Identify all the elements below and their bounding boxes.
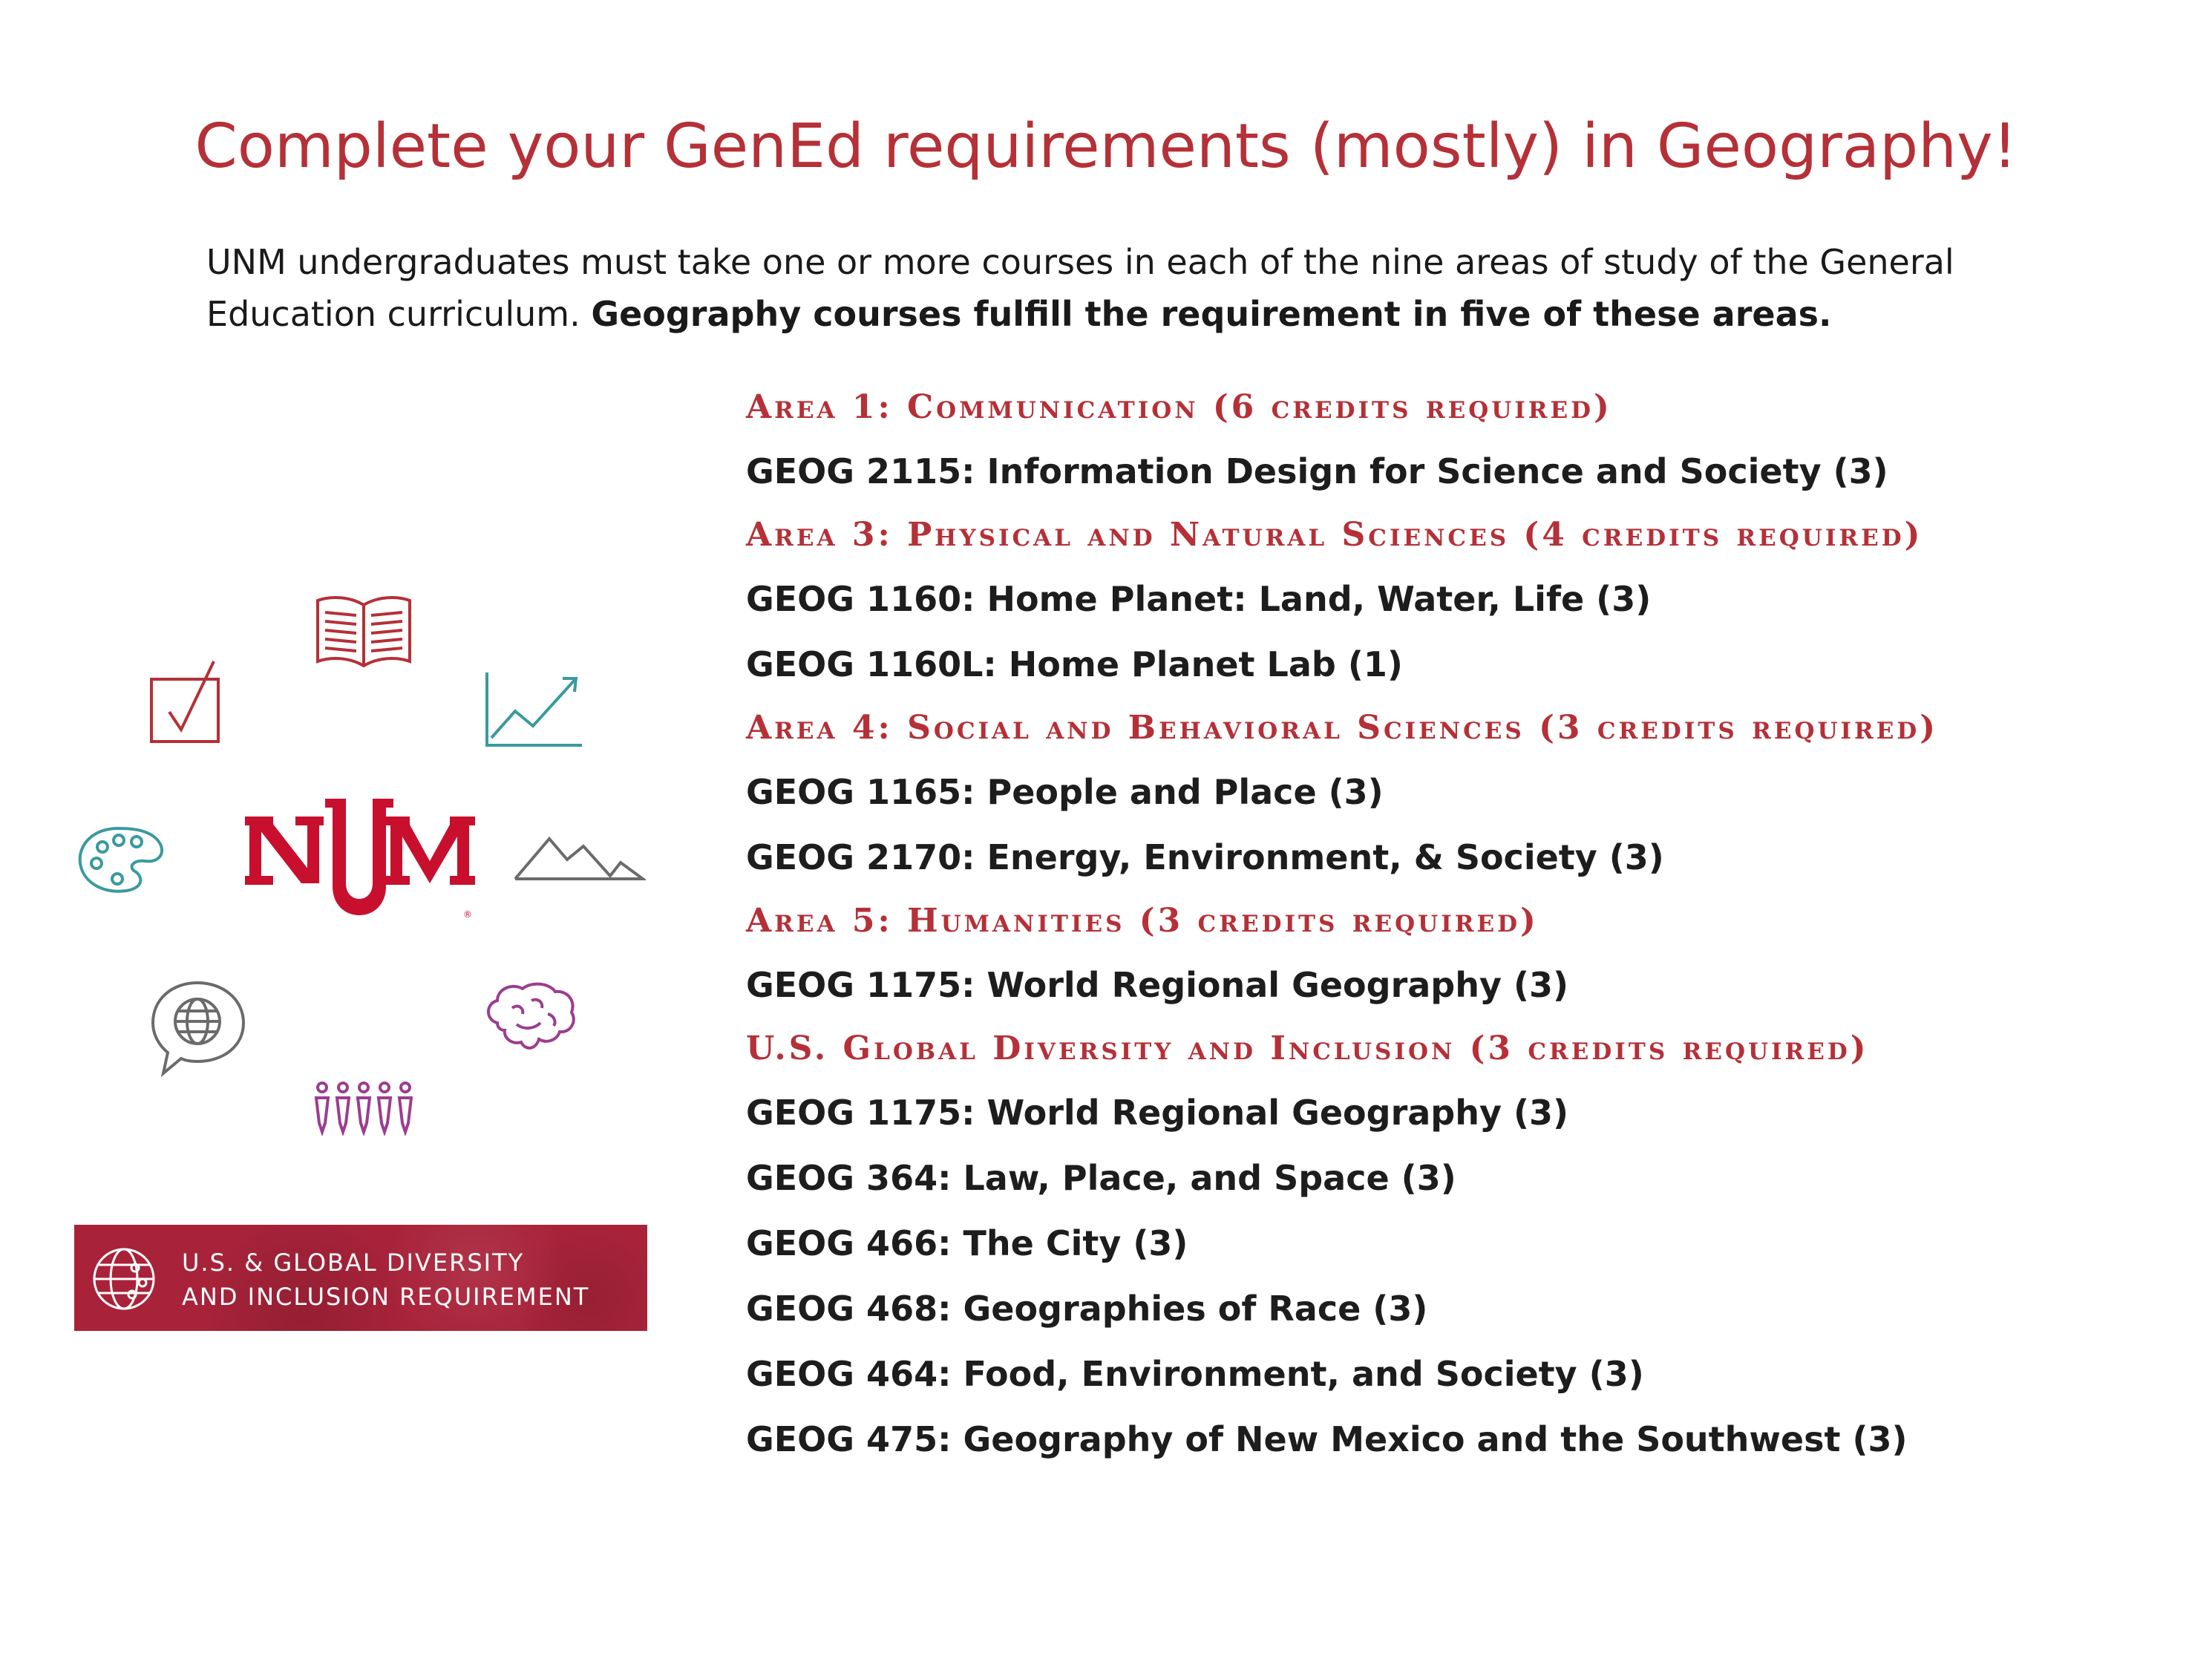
area-4	[746, 707, 2171, 879]
course-item: GEOG 468: Geographies of Race (3)	[746, 1289, 1428, 1329]
badge-line-2: AND INCLUSION REQUIREMENT	[182, 1283, 590, 1311]
people-icon	[313, 1080, 417, 1136]
globe-speech-icon	[148, 978, 249, 1079]
page-title: Complete your GenEd requirements (mostly) in Geography!	[194, 111, 2018, 182]
badge-text	[182, 1246, 589, 1314]
area-3	[746, 514, 2171, 686]
course-item: GEOG 464: Food, Environment, and Society (3)	[746, 1354, 1644, 1394]
checkbox-icon	[147, 657, 229, 746]
diversity-badge	[74, 1225, 647, 1331]
course-item: GEOG 1165: People and Place (3)	[746, 772, 1384, 812]
mountains-icon	[512, 830, 646, 883]
area-5	[746, 900, 2171, 1007]
course-item: GEOG 1175: World Regional Geography (3)	[746, 1093, 1569, 1133]
book-icon	[312, 590, 416, 672]
palette-icon	[74, 822, 171, 897]
area-heading: Area 3: Physical and Natural Sciences (4 credits required)	[746, 516, 1923, 554]
svg-text:®: ®	[463, 909, 472, 920]
course-item: GEOG 1160L: Home Planet Lab (1)	[746, 644, 1403, 684]
globe-badge-icon	[91, 1246, 157, 1312]
brain-icon	[482, 978, 579, 1053]
course-item: GEOG 2170: Energy, Environment, & Society (3)	[746, 837, 1664, 877]
area-heading: Area 4: Social and Behavioral Sciences (3 credits required)	[746, 709, 1939, 747]
area-heading: U.S. Global Diversity and Inclusion (3 credits required)	[746, 1030, 1869, 1067]
course-item: GEOG 1160: Home Planet: Land, Water, Life (3)	[746, 579, 1652, 619]
unm-logo	[245, 794, 475, 943]
area-heading: Area 5: Humanities (3 credits required)	[746, 902, 1539, 940]
course-item: GEOG 1175: World Regional Geography (3)	[746, 965, 1569, 1005]
course-item: GEOG 364: Law, Place, and Space (3)	[746, 1158, 1456, 1198]
areas-list	[746, 386, 2171, 1483]
chart-icon	[482, 668, 586, 750]
badge-line-1: U.S. & GLOBAL DIVERSITY	[182, 1249, 525, 1277]
intro-bold: Geography courses fulfill the requirement in five of these areas.	[591, 294, 1832, 334]
course-item: GEOG 475: Geography of New Mexico and the Southwest (3)	[746, 1419, 1908, 1459]
course-item: GEOG 466: The City (3)	[746, 1223, 1188, 1263]
area-1	[746, 386, 2171, 493]
intro-text: UNM undergraduates must take one or more courses in each of the nine areas of study of the General Education curriculum.	[206, 242, 1954, 334]
area-heading: Area 1: Communication (6 credits required)	[746, 388, 1612, 426]
area-diversity	[746, 1027, 2171, 1461]
course-item: GEOG 2115: Information Design for Science and Society (3)	[746, 451, 1888, 491]
intro-paragraph	[206, 236, 2062, 340]
